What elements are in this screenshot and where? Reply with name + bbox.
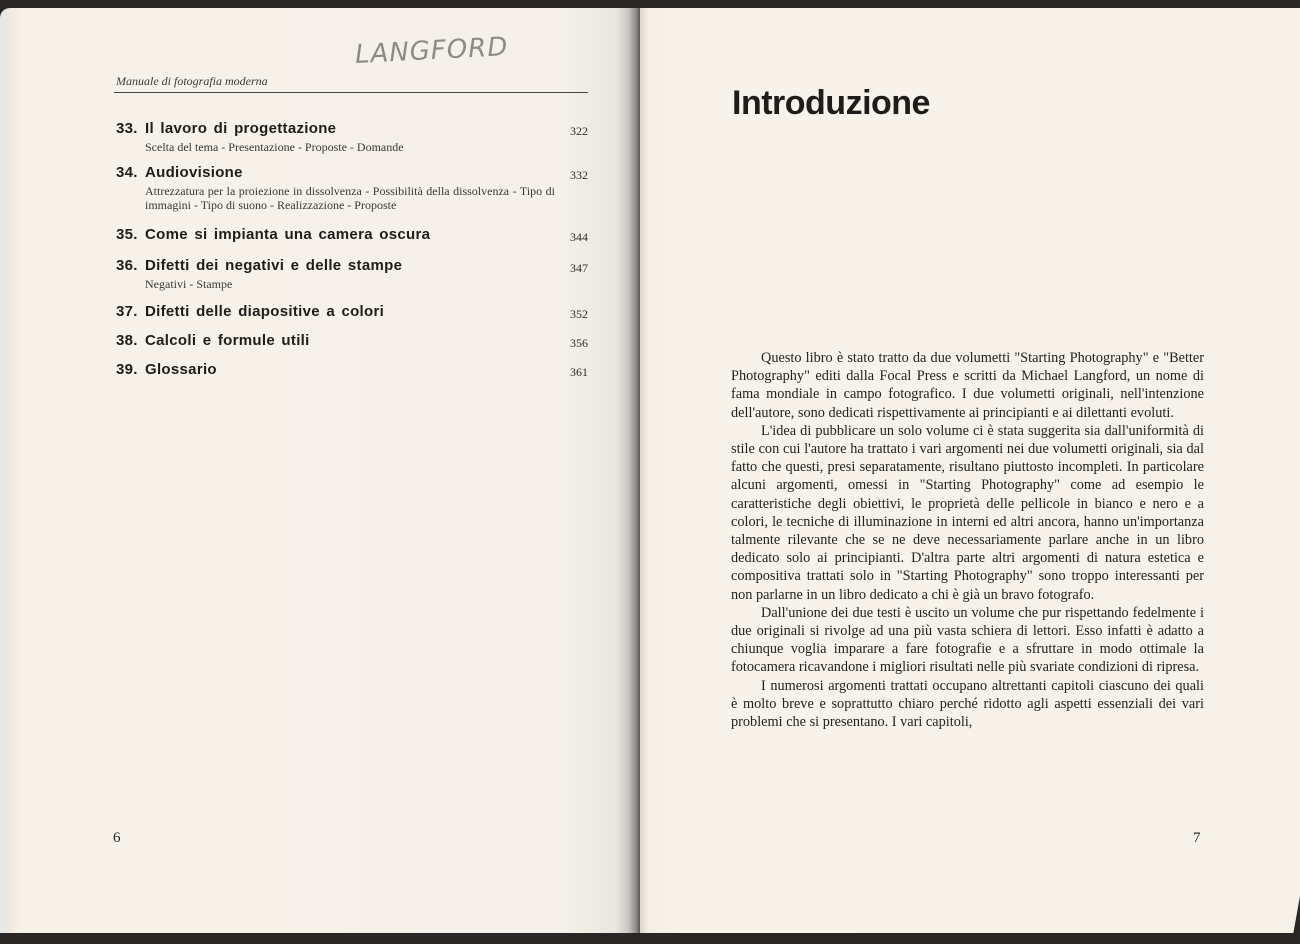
toc-subtopics: Negativi - Stampe <box>145 277 233 291</box>
left-page <box>0 8 640 933</box>
toc-entry <box>116 332 588 349</box>
toc-title: Calcoli e formule utili <box>145 332 310 349</box>
toc-title: Difetti dei negativi e delle stampe <box>145 257 403 274</box>
toc-page: 352 <box>570 307 588 321</box>
toc-page: 361 <box>570 365 588 379</box>
toc-page: 322 <box>570 124 588 138</box>
toc-subtopics: Attrezzatura per la proiezione in dissolvenza - Possibilità della dissolvenza - Tipo di immagini - Tipo di suono - Realizzazione - Proposte <box>145 184 555 212</box>
handwritten-note: LANGFORD <box>354 32 510 70</box>
toc-entry <box>116 303 588 320</box>
paragraph: Questo libro è stato tratto da due volumetti "Starting Photography" e "Better Photography" editi dalla Focal Press e scritti da Michael Langford, un nome di fama mondiale in campo fotografico. I due volumetti originali, nell'intenzione dell'autore, sono dedicati rispettivamente ai principianti e ai dilettanti evoluti. <box>731 350 1204 421</box>
toc-page: 332 <box>570 168 588 182</box>
toc-number: 37. <box>116 303 138 320</box>
toc-subtopics: Scelta del tema - Presentazione - Proposte - Domande <box>145 140 404 154</box>
toc-number: 36. <box>116 257 138 274</box>
toc-page: 347 <box>570 261 588 275</box>
chapter-title: Introduzione <box>732 84 930 122</box>
toc-number: 34. <box>116 164 138 181</box>
toc-title: Difetti delle diapositive a colori <box>145 303 385 320</box>
toc-page: 344 <box>570 230 588 244</box>
toc-title: Come si impianta una camera oscura <box>145 226 431 243</box>
table-of-contents <box>116 120 588 388</box>
paragraph: Dall'unione dei due testi è uscito un volume che pur rispettando fedelmente i due originali si rivolge ad una più vasta schiera di lettori. Esso infatti è adatto a chiunque voglia imparare a fare fotografie e a sfruttare in modo ottimale la fotocamera ricavandone i migliori risultati nelle più svariate condizioni di ripresa. <box>731 604 1204 676</box>
page-number: 7 <box>1193 830 1201 846</box>
body-text <box>731 349 1204 731</box>
toc-page: 356 <box>570 336 588 350</box>
toc-entry <box>116 164 588 212</box>
toc-title: Il lavoro di progettazione <box>145 120 337 137</box>
running-head: Manuale di fotografia moderna <box>116 74 268 88</box>
toc-number: 35. <box>116 226 138 243</box>
toc-entry <box>116 361 588 378</box>
toc-entry <box>116 120 588 154</box>
paragraph: L'idea di pubblicare un solo volume ci è stata suggerita sia dall'uniformità di stile con cui l'autore ha trattato i vari argomenti nei due volumetti originali, sia dal fatto che questi, presi separatamente, risultano piuttosto incompleti. In particolare alcuni argomenti, omessi in "Starting Photography" come ad esempio le caratteristiche degli obiettivi, le proprietà delle pellicole in bianco e nero e a colori, le tecniche di illuminazione in interni ed altri ancora, hanno un'importanza talmente rilevante che se ne deve necessariamente parlare anche in un libro dedicato solo ai principianti. D'altra parte altri argomenti di natura estetica e compositiva trattati solo in "Starting Photography" sono troppo interessanti per non parlarne in un libro dedicato a chi è già un bravo fotografo. <box>731 422 1204 603</box>
toc-title: Glossario <box>145 361 217 378</box>
toc-title: Audiovisione <box>145 164 243 181</box>
header-rule <box>114 92 588 93</box>
toc-number: 39. <box>116 361 138 378</box>
toc-entry <box>116 226 588 243</box>
toc-number: 38. <box>116 332 138 349</box>
toc-number: 33. <box>116 120 138 137</box>
page-number: 6 <box>113 830 121 846</box>
paragraph: I numerosi argomenti trattati occupano altrettanti capitoli ciascuno dei quali è molto breve e soprattutto chiaro perché ridotto agli aspetti essenziali dei vari problemi che si presentano. I vari capitoli, <box>731 677 1204 731</box>
toc-entry <box>116 257 588 291</box>
